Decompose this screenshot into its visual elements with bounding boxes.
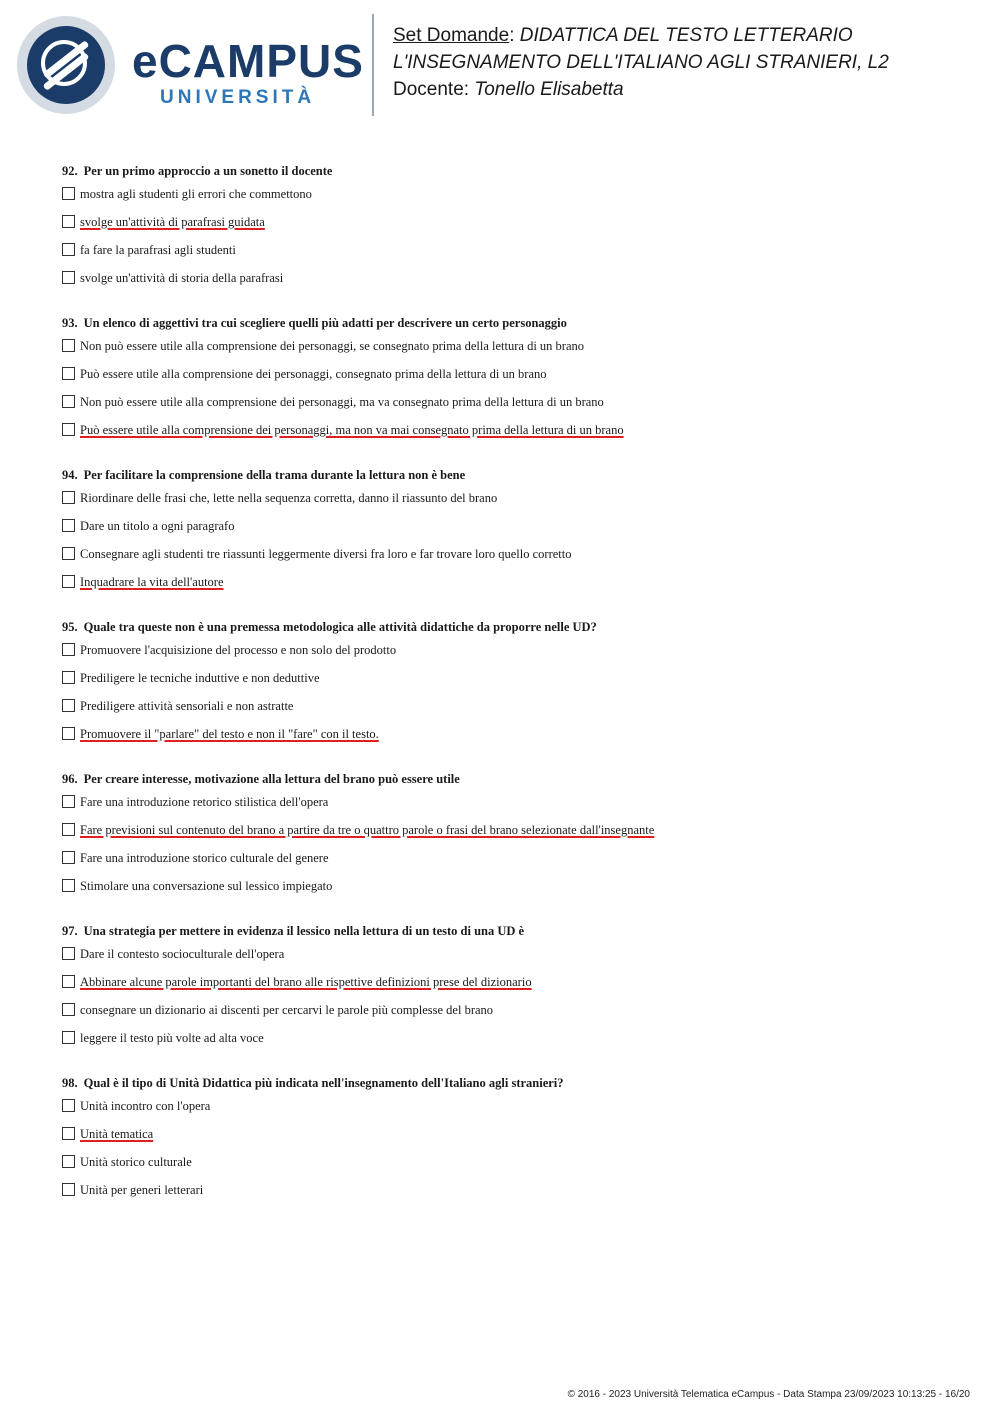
answer-option[interactable] <box>62 670 962 698</box>
question-number: 98. <box>62 1076 78 1090</box>
question-number: 96. <box>62 772 78 786</box>
answer-checkbox[interactable] <box>62 187 75 200</box>
header-divider <box>372 14 374 116</box>
answer-option[interactable] <box>62 878 962 906</box>
answer-text: Unità incontro con l'opera <box>80 1099 211 1113</box>
answer-text-correct: Abbinare alcune parole importanti del brano alle rispettive definizioni prese del dizionario <box>80 975 532 989</box>
answer-option[interactable] <box>62 270 962 298</box>
question-text: Quale tra queste non è una premessa metodologica alle attività didattiche da proporre nelle UD? <box>83 620 597 634</box>
answer-option[interactable] <box>62 1002 962 1030</box>
answer-checkbox[interactable] <box>62 271 75 284</box>
answer-text: Non può essere utile alla comprensione dei personaggi, se consegnato prima della lettura di un brano <box>80 339 585 353</box>
answer-checkbox[interactable] <box>62 671 75 684</box>
answer-option[interactable] <box>62 518 962 546</box>
answer-text: Unità per generi letterari <box>80 1183 204 1197</box>
answer-option[interactable] <box>62 422 962 450</box>
answer-text: mostra agli studenti gli errori che commettono <box>80 187 312 201</box>
answer-checkbox[interactable] <box>62 339 75 352</box>
answer-checkbox[interactable] <box>62 795 75 808</box>
answer-option[interactable] <box>62 794 962 822</box>
answer-option[interactable] <box>62 1098 962 1126</box>
question-text: Per creare interesse, motivazione alla lettura del brano può essere utile <box>83 772 460 786</box>
answer-checkbox[interactable] <box>62 851 75 864</box>
answer-checkbox[interactable] <box>62 423 75 436</box>
answer-checkbox[interactable] <box>62 519 75 532</box>
answer-text: Dare un titolo a ogni paragrafo <box>80 519 235 533</box>
answer-checkbox[interactable] <box>62 643 75 656</box>
answer-checkbox[interactable] <box>62 1031 75 1044</box>
question-block <box>62 1072 962 1210</box>
answer-text-correct: svolge un'attività di parafrasi guidata <box>80 215 265 229</box>
question-block <box>62 616 962 754</box>
answer-option[interactable] <box>62 1030 962 1058</box>
answer-option[interactable] <box>62 726 962 754</box>
answer-checkbox[interactable] <box>62 1127 75 1140</box>
answer-option[interactable] <box>62 642 962 670</box>
question-text: Un elenco di aggettivi tra cui scegliere quelli più adatti per descrivere un certo personaggio <box>83 316 567 330</box>
answer-text: Non può essere utile alla comprensione dei personaggi, ma va consegnato prima della lettura di un brano <box>80 395 604 409</box>
answer-text: svolge un'attività di storia della parafrasi <box>80 271 284 285</box>
set-label: Set Domande <box>393 25 510 46</box>
logo-subtitle: UNIVERSITÀ <box>160 87 316 108</box>
question-block <box>62 464 962 602</box>
answer-text-correct: Fare previsioni sul contenuto del brano a partire da tre o quattro parole o frasi del brano selezionate dall'insegnante <box>80 823 655 837</box>
question-block <box>62 312 962 450</box>
answer-option[interactable] <box>62 490 962 518</box>
answer-text: Promuovere l'acquisizione del processo e non solo del prodotto <box>80 643 397 657</box>
course-title: DIDATTICA DEL TESTO LETTERARIO <box>519 25 853 46</box>
question-text: Una strategia per mettere in evidenza il lessico nella lettura di un testo di una UD è <box>83 924 525 938</box>
question-title <box>62 160 962 182</box>
answer-option[interactable] <box>62 946 962 974</box>
question-title <box>62 920 962 942</box>
answer-option[interactable] <box>62 546 962 574</box>
answer-checkbox[interactable] <box>62 879 75 892</box>
answer-checkbox[interactable] <box>62 491 75 504</box>
question-number: 95. <box>62 620 78 634</box>
answer-checkbox[interactable] <box>62 243 75 256</box>
answer-text: leggere il testo più volte ad alta voce <box>80 1031 264 1045</box>
answer-text: Può essere utile alla comprensione dei personaggi, consegnato prima della lettura di un brano <box>80 367 547 381</box>
course-subtitle: L'INSEGNAMENTO DELL'ITALIANO AGLI STRANIERI, L2 <box>393 52 889 73</box>
question-number: 92. <box>62 164 78 178</box>
answer-option[interactable] <box>62 1126 962 1154</box>
answer-option[interactable] <box>62 366 962 394</box>
question-text: Qual è il tipo di Unità Didattica più indicata nell'insegnamento dell'Italiano agli stranieri? <box>83 1076 564 1090</box>
question-number: 97. <box>62 924 78 938</box>
answer-checkbox[interactable] <box>62 1099 75 1112</box>
question-block <box>62 768 962 906</box>
logo-brand: eCAMPUS <box>132 35 364 87</box>
answer-checkbox[interactable] <box>62 1003 75 1016</box>
question-title <box>62 1072 962 1094</box>
answer-checkbox[interactable] <box>62 547 75 560</box>
answer-text: Unità storico culturale <box>80 1155 192 1169</box>
answer-checkbox[interactable] <box>62 823 75 836</box>
answer-text-correct: Può essere utile alla comprensione dei personaggi, ma non va mai consegnato prima della lettura di un brano <box>80 423 624 437</box>
page-footer: © 2016 - 2023 Università Telematica eCampus - Data Stampa 23/09/2023 10:13:25 - 16/20 <box>567 1389 970 1400</box>
question-number: 93. <box>62 316 78 330</box>
course-title-block: Set Domande: DIDATTICA DEL TESTO LETTERARIO L'INSEGNAMENTO DELL'ITALIANO AGLI STRANIERI, L2 Docente: Tonello Elisabetta <box>393 22 993 103</box>
answer-option[interactable] <box>62 242 962 270</box>
answer-option[interactable] <box>62 822 962 850</box>
answer-option[interactable] <box>62 394 962 422</box>
question-title <box>62 768 962 790</box>
question-block <box>62 160 962 298</box>
answer-option[interactable] <box>62 698 962 726</box>
question-text: Per un primo approccio a un sonetto il docente <box>83 164 333 178</box>
answer-text: consegnare un dizionario ai discenti per cercarvi le parole più complesse del brano <box>80 1003 494 1017</box>
answer-checkbox[interactable] <box>62 367 75 380</box>
answer-checkbox[interactable] <box>62 575 75 588</box>
answer-text: Riordinare delle frasi che, lette nella sequenza corretta, danno il riassunto del brano <box>80 491 498 505</box>
answer-option[interactable] <box>62 1182 962 1210</box>
answer-text: Dare il contesto socioculturale dell'opera <box>80 947 285 961</box>
answer-checkbox[interactable] <box>62 699 75 712</box>
answer-checkbox[interactable] <box>62 975 75 988</box>
answer-option[interactable] <box>62 338 962 366</box>
answer-checkbox[interactable] <box>62 727 75 740</box>
answer-text-correct: Promuovere il "parlare" del testo e non il "fare" con il testo. <box>80 727 379 741</box>
answer-option[interactable] <box>62 214 962 242</box>
answer-option[interactable] <box>62 186 962 214</box>
answer-checkbox[interactable] <box>62 395 75 408</box>
answer-option[interactable] <box>62 850 962 878</box>
answer-text: fa fare la parafrasi agli studenti <box>80 243 236 257</box>
answer-text: Prediligere attività sensoriali e non astratte <box>80 699 294 713</box>
answer-option[interactable] <box>62 574 962 602</box>
ecampus-logo-icon <box>17 16 115 114</box>
answer-text: Fare una introduzione retorico stilistica dell'opera <box>80 795 329 809</box>
answer-checkbox[interactable] <box>62 1183 75 1196</box>
answer-text: Consegnare agli studenti tre riassunti leggermente diversi fra loro e far trovare loro quello corretto <box>80 547 572 561</box>
answer-option[interactable] <box>62 1154 962 1182</box>
question-title <box>62 616 962 638</box>
answer-checkbox[interactable] <box>62 947 75 960</box>
answer-option[interactable] <box>62 974 962 1002</box>
question-title <box>62 312 962 334</box>
teacher-name: Tonello Elisabetta <box>474 79 624 100</box>
answer-text: Fare una introduzione storico culturale del genere <box>80 851 329 865</box>
question-list <box>62 160 962 1224</box>
answer-checkbox[interactable] <box>62 215 75 228</box>
answer-checkbox[interactable] <box>62 1155 75 1168</box>
answer-text: Prediligere le tecniche induttive e non deduttive <box>80 671 320 685</box>
answer-text: Stimolare una conversazione sul lessico impiegato <box>80 879 333 893</box>
answer-text-correct: Inquadrare la vita dell'autore <box>80 575 224 589</box>
question-number: 94. <box>62 468 78 482</box>
answer-text-correct: Unità tematica <box>80 1127 154 1141</box>
question-title <box>62 464 962 486</box>
question-block <box>62 920 962 1058</box>
page-header <box>0 0 1000 130</box>
question-text: Per facilitare la comprensione della trama durante la lettura non è bene <box>83 468 466 482</box>
teacher-label: Docente: <box>393 79 470 100</box>
